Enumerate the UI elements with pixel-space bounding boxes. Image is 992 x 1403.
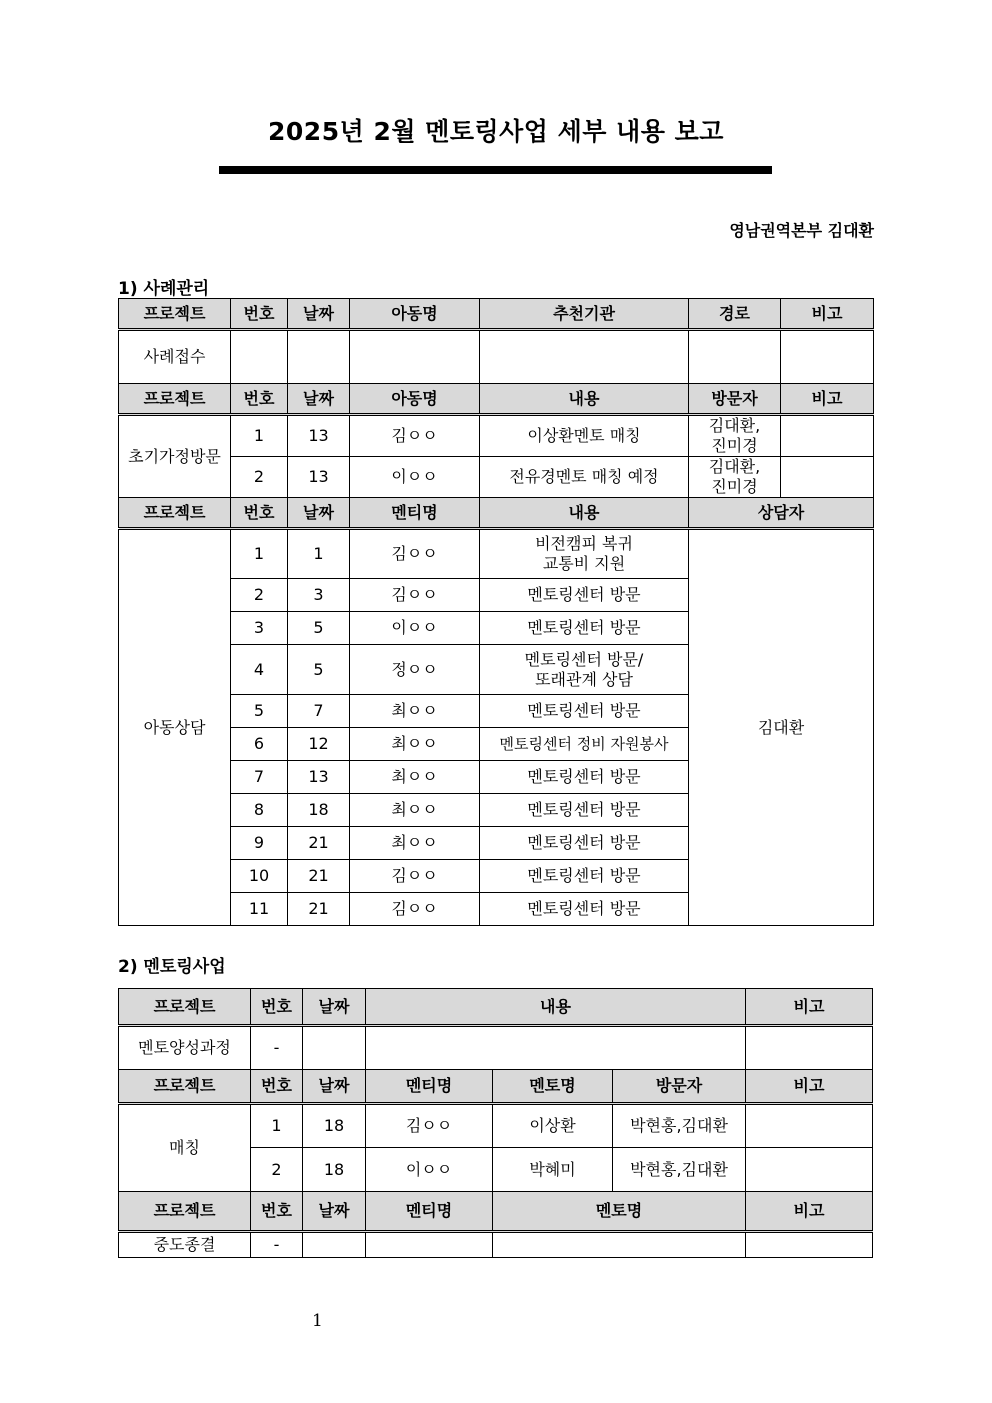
termination-row	[119, 1232, 873, 1258]
table-row	[119, 1104, 873, 1148]
header-cell: 추천기관	[480, 299, 689, 330]
counseling-header-row	[119, 498, 874, 529]
header-cell: 방문자	[613, 1070, 746, 1104]
content-cell: 이상환멘토 매칭	[480, 415, 689, 457]
date-cell: 5	[288, 612, 350, 645]
header-cell: 경로	[689, 299, 781, 330]
mentee-name-cell: 김ㅇㅇ	[350, 579, 480, 612]
header-cell: 날짜	[288, 384, 350, 415]
project-cell: 사례접수	[119, 330, 231, 384]
empty-cell	[303, 1026, 366, 1070]
mentee-name-cell: 최ㅇㅇ	[350, 695, 480, 728]
header-cell: 비고	[746, 989, 873, 1026]
number-cell: 6	[231, 728, 288, 761]
date-cell: 21	[288, 893, 350, 926]
matching-header-row	[119, 1070, 873, 1104]
number-cell: 1	[251, 1104, 303, 1148]
mentee-name-cell: 김ㅇㅇ	[350, 860, 480, 893]
number-cell: -	[251, 1232, 303, 1258]
table-row	[119, 457, 874, 498]
visitor-cell: 박현홍,김대환	[613, 1148, 746, 1192]
number-cell: 7	[231, 761, 288, 794]
home-visit-header-row	[119, 384, 874, 415]
project-cell: 아동상담	[119, 529, 231, 926]
content-cell	[480, 645, 689, 695]
number-cell: 10	[231, 860, 288, 893]
mentoring-program-table	[118, 988, 873, 1258]
section-1-heading: 1) 사례관리	[118, 279, 210, 299]
header-cell: 멘티명	[366, 1070, 493, 1104]
header-cell: 프로젝트	[119, 299, 231, 330]
title-underline	[219, 166, 772, 174]
empty-cell	[350, 330, 480, 384]
header-cell: 번호	[231, 299, 288, 330]
mentee-name-cell: 최ㅇㅇ	[350, 761, 480, 794]
date-cell: 13	[288, 761, 350, 794]
mentee-name-cell: 김ㅇㅇ	[350, 529, 480, 579]
header-cell: 내용	[480, 498, 689, 529]
header-cell: 날짜	[288, 299, 350, 330]
empty-cell	[366, 1232, 493, 1258]
note-cell	[746, 1148, 873, 1192]
number-cell: 8	[231, 794, 288, 827]
header-cell: 번호	[251, 1070, 303, 1104]
date-cell: 18	[288, 794, 350, 827]
table-row	[119, 529, 874, 579]
intake-row	[119, 330, 874, 384]
header-cell: 상담자	[689, 498, 874, 529]
visitor-cell	[689, 457, 781, 498]
mentee-name-cell: 이ㅇㅇ	[350, 612, 480, 645]
mentee-name-cell: 정ㅇㅇ	[350, 645, 480, 695]
content-line: 비전캠피 복귀	[535, 534, 633, 553]
training-header-row	[119, 989, 873, 1026]
date-cell: 21	[288, 860, 350, 893]
empty-cell	[689, 330, 781, 384]
header-cell: 비고	[781, 384, 874, 415]
header-cell: 비고	[746, 1070, 873, 1104]
number-cell: 1	[231, 529, 288, 579]
visitor-line: 진미경	[711, 436, 758, 455]
child-name-cell: 김ㅇㅇ	[350, 415, 480, 457]
content-cell: 멘토링센터 방문	[480, 761, 689, 794]
date-cell: 18	[303, 1104, 366, 1148]
header-cell: 번호	[231, 384, 288, 415]
content-line: 교통비 지원	[542, 554, 626, 573]
visitor-line: 김대환,	[708, 457, 761, 476]
termination-header-row	[119, 1192, 873, 1232]
case-management-table	[118, 298, 874, 926]
page-title: 2025년 2월 멘토링사업 세부 내용 보고	[268, 117, 724, 146]
number-cell: 2	[231, 457, 288, 498]
mentee-name-cell: 최ㅇㅇ	[350, 827, 480, 860]
header-cell: 날짜	[303, 1192, 366, 1232]
header-cell: 프로젝트	[119, 384, 231, 415]
header-cell: 방문자	[689, 384, 781, 415]
header-cell: 번호	[251, 1192, 303, 1232]
header-cell: 멘토명	[493, 1070, 613, 1104]
empty-cell	[288, 330, 350, 384]
number-cell: 2	[251, 1148, 303, 1192]
content-cell: 멘토링센터 방문	[480, 579, 689, 612]
header-cell: 내용	[480, 384, 689, 415]
header-cell: 번호	[231, 498, 288, 529]
visitor-cell	[689, 415, 781, 457]
empty-cell	[366, 1026, 746, 1070]
note-cell	[781, 415, 874, 457]
author-line: 영남권역본부 김대환	[729, 221, 874, 240]
header-cell: 아동명	[350, 384, 480, 415]
header-cell: 내용	[366, 989, 746, 1026]
mentee-name-cell: 김ㅇㅇ	[366, 1104, 493, 1148]
number-cell: 11	[231, 893, 288, 926]
header-cell: 비고	[781, 299, 874, 330]
note-cell	[746, 1104, 873, 1148]
mentee-name-cell: 최ㅇㅇ	[350, 794, 480, 827]
content-cell: 멘토링센터 방문	[480, 695, 689, 728]
number-cell: 4	[231, 645, 288, 695]
note-cell	[781, 457, 874, 498]
intake-header-row	[119, 299, 874, 330]
date-cell: 13	[288, 457, 350, 498]
header-cell: 번호	[251, 989, 303, 1026]
empty-cell	[746, 1026, 873, 1070]
content-cell: 멘토링센터 방문	[480, 612, 689, 645]
date-cell: 21	[288, 827, 350, 860]
section-2-heading: 2) 멘토링사업	[118, 957, 226, 977]
mentee-name-cell: 최ㅇㅇ	[350, 728, 480, 761]
content-cell: 멘토링센터 방문	[480, 860, 689, 893]
content-line: 또래관계 상담	[535, 669, 633, 689]
header-cell: 프로젝트	[119, 989, 251, 1026]
header-cell: 프로젝트	[119, 498, 231, 529]
header-cell: 날짜	[303, 1070, 366, 1104]
header-cell: 비고	[746, 1192, 873, 1232]
project-cell: 매칭	[119, 1104, 251, 1192]
content-cell: 멘토링센터 방문	[480, 827, 689, 860]
content-cell: 전유경멘토 매칭 예정	[480, 457, 689, 498]
empty-cell	[493, 1232, 746, 1258]
header-cell: 멘토명	[493, 1192, 746, 1232]
header-cell: 프로젝트	[119, 1070, 251, 1104]
project-cell: 멘토양성과정	[119, 1026, 251, 1070]
header-cell: 날짜	[303, 989, 366, 1026]
number-cell: 9	[231, 827, 288, 860]
mentor-name-cell: 박혜미	[493, 1148, 613, 1192]
empty-cell	[746, 1232, 873, 1258]
header-cell: 멘티명	[366, 1192, 493, 1232]
number-cell: 1	[231, 415, 288, 457]
date-cell: 12	[288, 728, 350, 761]
date-cell: 1	[288, 529, 350, 579]
project-cell: 초기가정방문	[119, 415, 231, 498]
header-cell: 아동명	[350, 299, 480, 330]
date-cell: 7	[288, 695, 350, 728]
date-cell: 3	[288, 579, 350, 612]
header-cell: 프로젝트	[119, 1192, 251, 1232]
empty-cell	[480, 330, 689, 384]
project-cell: 중도종결	[119, 1232, 251, 1258]
child-name-cell: 이ㅇㅇ	[350, 457, 480, 498]
header-cell: 날짜	[288, 498, 350, 529]
visitor-line: 김대환,	[708, 416, 761, 435]
mentor-name-cell: 이상환	[493, 1104, 613, 1148]
content-cell	[480, 529, 689, 579]
date-cell: 18	[303, 1148, 366, 1192]
counselor-cell: 김대환	[689, 529, 874, 926]
date-cell: 5	[288, 645, 350, 695]
visitor-line: 진미경	[711, 477, 758, 496]
number-cell: 5	[231, 695, 288, 728]
empty-cell	[781, 330, 874, 384]
number-cell: 2	[231, 579, 288, 612]
number-cell: -	[251, 1026, 303, 1070]
content-cell: 멘토링센터 방문	[480, 893, 689, 926]
header-cell: 멘티명	[350, 498, 480, 529]
training-row	[119, 1026, 873, 1070]
visitor-cell: 박현홍,김대환	[613, 1104, 746, 1148]
content-cell: 멘토링센터 정비 자원봉사	[480, 728, 689, 761]
page-number: 1	[312, 1311, 323, 1331]
mentee-name-cell: 이ㅇㅇ	[366, 1148, 493, 1192]
empty-cell	[231, 330, 288, 384]
empty-cell	[303, 1232, 366, 1258]
mentee-name-cell: 김ㅇㅇ	[350, 893, 480, 926]
table-row	[119, 415, 874, 457]
number-cell: 3	[231, 612, 288, 645]
content-line: 멘토링센터 방문/	[524, 649, 644, 669]
date-cell: 13	[288, 415, 350, 457]
content-cell: 멘토링센터 방문	[480, 794, 689, 827]
